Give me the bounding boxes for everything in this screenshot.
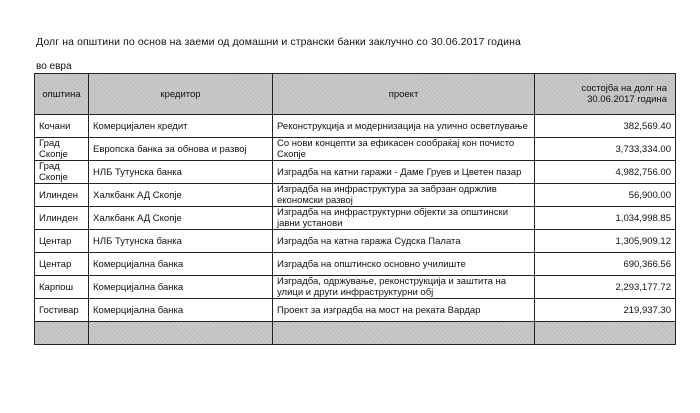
table-header-row bbox=[35, 74, 676, 115]
debt-table bbox=[34, 73, 676, 345]
table-row bbox=[35, 161, 676, 184]
cell-creditor: НЛБ Тутунска банка bbox=[89, 230, 273, 253]
cell-creditor: Халкбанк АД Скопје bbox=[89, 207, 273, 230]
table-row bbox=[35, 299, 676, 322]
total-cell bbox=[535, 322, 676, 345]
cell-creditor: Комерцијална банка bbox=[89, 253, 273, 276]
table-row bbox=[35, 276, 676, 299]
currency-note: во евра bbox=[36, 61, 72, 72]
cell-project: Реконструкција и модернизација на улично осветлување bbox=[273, 115, 535, 138]
cell-amount: 690,366.56 bbox=[535, 253, 676, 276]
cell-project: Со нови концепти за ефикасен сообраќај кон почисто Скопје bbox=[273, 138, 535, 161]
cell-project: Изградба, одржување, реконструкција и заштита на улици и други инфраструктурни обј bbox=[273, 276, 535, 299]
cell-project: Изградба на инфраструктура за забрзан одржлив економски развој bbox=[273, 184, 535, 207]
cell-amount: 3,733,334.00 bbox=[535, 138, 676, 161]
cell-municipality: Центар bbox=[35, 230, 89, 253]
table-row bbox=[35, 207, 676, 230]
cell-amount: 56,900.00 bbox=[535, 184, 676, 207]
header-municipality: општина bbox=[35, 74, 89, 115]
cell-project: Проект за изградба на мост на реката Вардар bbox=[273, 299, 535, 322]
document-title: Долг на општини по основ на заеми од домашни и странски банки заклучно со 30.06.2017 година bbox=[36, 36, 521, 48]
table-row bbox=[35, 115, 676, 138]
table-row bbox=[35, 184, 676, 207]
table-total-row bbox=[35, 322, 676, 345]
total-cell bbox=[89, 322, 273, 345]
total-cell bbox=[35, 322, 89, 345]
cell-municipality: Гостивар bbox=[35, 299, 89, 322]
cell-municipality: Град Скопје bbox=[35, 138, 89, 161]
cell-creditor: Европска банка за обнова и развој bbox=[89, 138, 273, 161]
cell-amount: 219,937.30 bbox=[535, 299, 676, 322]
cell-municipality: Илинден bbox=[35, 184, 89, 207]
cell-amount: 1,305,909.12 bbox=[535, 230, 676, 253]
cell-project: Изградба на катни гаражи - Даме Груев и Цветен пазар bbox=[273, 161, 535, 184]
cell-project: Изградба на општинско основно училиште bbox=[273, 253, 535, 276]
cell-municipality: Карпош bbox=[35, 276, 89, 299]
cell-municipality: Центар bbox=[35, 253, 89, 276]
table-row bbox=[35, 253, 676, 276]
cell-creditor: НЛБ Тутунска банка bbox=[89, 161, 273, 184]
cell-creditor: Халкбанк АД Скопје bbox=[89, 184, 273, 207]
cell-creditor: Комерцијална банка bbox=[89, 276, 273, 299]
header-creditor: кредитор bbox=[89, 74, 273, 115]
cell-amount: 2,293,177.72 bbox=[535, 276, 676, 299]
table-row bbox=[35, 230, 676, 253]
cell-amount: 1,034,998.85 bbox=[535, 207, 676, 230]
header-project: проект bbox=[273, 74, 535, 115]
cell-municipality: Град Скопје bbox=[35, 161, 89, 184]
table-row bbox=[35, 138, 676, 161]
cell-creditor: Комерцијална банка bbox=[89, 299, 273, 322]
header-amount: состојба на долг на 30.06.2017 година bbox=[535, 74, 676, 115]
cell-project: Изградба на инфраструктурни објекти за општински јавни установи bbox=[273, 207, 535, 230]
cell-municipality: Илинден bbox=[35, 207, 89, 230]
cell-amount: 382,569.40 bbox=[535, 115, 676, 138]
total-cell bbox=[273, 322, 535, 345]
cell-municipality: Кочани bbox=[35, 115, 89, 138]
cell-project: Изградба на катна гаража Судска Палата bbox=[273, 230, 535, 253]
cell-creditor: Комерцијален кредит bbox=[89, 115, 273, 138]
cell-amount: 4,982,756.00 bbox=[535, 161, 676, 184]
